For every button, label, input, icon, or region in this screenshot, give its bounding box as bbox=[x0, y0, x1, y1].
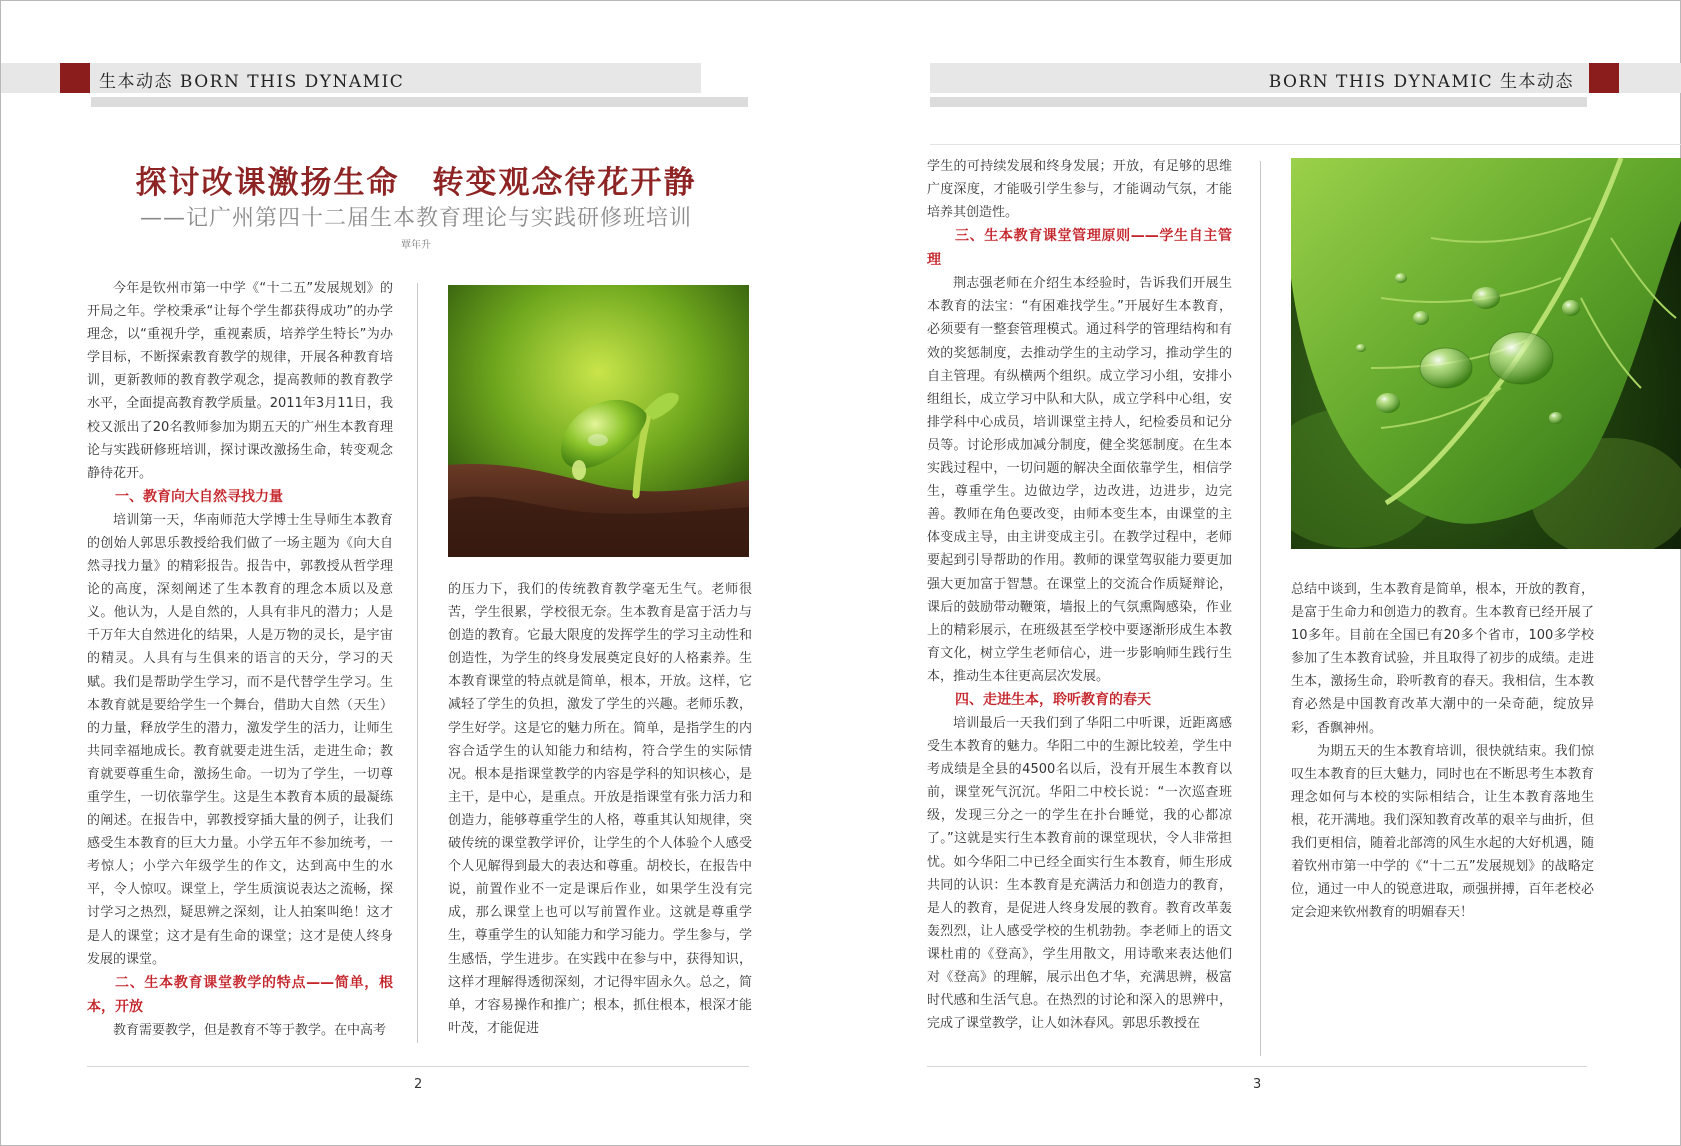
top-rule-right bbox=[930, 144, 1681, 145]
section-heading-3: 三、生本教育课堂管理原则——学生自主管理 bbox=[927, 228, 1232, 269]
seedling-photo bbox=[448, 285, 749, 557]
paragraph: 为期五天的生本教育培训，很快就结束。我们惊叹生本教育的巨大魅力，同时也在不断思考生本教育理念如何与本校的实际相结合，让生本教育落地生根，花开满地。我们深知教育改革的艰辛与曲折，但我们更相信，随着北部湾的风生水起的大好机遇，随着钦州市第一中学的《“十二五”发展规划》的战略定位，通过一中人的锐意进取，顽强拼搏，百年老校必定会迎来钦州教育的明媚春天！ bbox=[1291, 743, 1594, 921]
paragraph: 的压力下，我们的传统教育教学毫无生气。老师很苦，学生很累，学校很无奈。生本教育是富于活力与创造的教育。它最大限度的发挥学生的学习主动性和创造性，为学生的终身发展奠定良好的人格素养。生本教育课堂的特点就是简单，根本，开放。这样，它减轻了学生的负担，激发了学生的兴趣。老师乐教，学生好学。这是它的魅力所在。简单，是指学生的内容合适学生的认知能力和结构，符合学生的实际情况。根本是指课堂教学的内容是学科的知识核心，是主干，是中心，是重点。开放是指课堂有张力活力和创造力，能够尊重学生的人格，尊重其认知规律，突破传统的课堂教学评价，让学生的个人体验个人感受个人见解得到最大的表达和尊重。胡校长，在报告中说，前置作业不一定是课后作业，如果学生没有完成，那么课堂上也可以写前置作业。这就是尊重学生，尊重学生的认知能力和学习能力。学生参与，学生感悟，学生进步。在实践中在参与中，获得知识，这样才理解得透彻深刻，才记得牢固永久。总之，简单，才容易操作和推广；根本，抓住根本，根深才能叶茂，才能促进 bbox=[448, 582, 752, 1036]
page-number-left: 2 bbox=[414, 1077, 423, 1092]
column-2 bbox=[448, 578, 752, 1040]
header-label-right: BORN THIS DYNAMIC 生本动态 bbox=[1268, 72, 1574, 92]
article-title: 探讨改课激扬生命 转变观念待花开静 bbox=[135, 165, 697, 201]
article-author: 覃年升 bbox=[401, 240, 431, 251]
column-3 bbox=[927, 155, 1232, 1035]
header-label-left: 生本动态 BORN THIS DYNAMIC bbox=[99, 72, 405, 92]
header-rule-right bbox=[930, 97, 1587, 107]
column-4 bbox=[1291, 578, 1594, 924]
paragraph: 总结中谈到，生本教育是简单，根本，开放的教育，是富于生命力和创造力的教育。生本教育已经开展了10多年。目前在全国已有20多个省市，100多学校参加了生本教育试验，并且取得了初步的成绩。走进生本，激扬生命，聆听教育的春天。我相信，生本教育必然是中国教育改革大潮中的一朵奇葩，绽放异彩，香飘神州。 bbox=[1291, 582, 1594, 736]
column-divider bbox=[417, 283, 418, 1043]
section-heading-2: 二、生本教育课堂教学的特点——简单，根本，开放 bbox=[87, 974, 393, 1015]
section-heading-1: 一、教育向大自然寻找力量 bbox=[115, 488, 283, 505]
leaf-photo bbox=[1291, 158, 1681, 549]
page-number-right: 3 bbox=[1253, 1077, 1262, 1092]
section-heading-4: 四、走进生本，聆听教育的春天 bbox=[955, 691, 1151, 708]
header-rule-left bbox=[91, 97, 748, 107]
paragraph: 培训最后一天我们到了华阳二中听课，近距离感受生本教育的魅力。华阳二中的生源比较差，学生中考成绩是全县的4500名以后，没有开展生本教育以前，课堂死气沉沉。华阳二中校长说：“一次巡查班级，发现三分之一的学生在扑台睡觉，我的心都凉了。”这就是实行生本教育前的课堂现状，令人非常担忧。如今华阳二中已经全面实行生本教育，师生形成共同的认识：生本教育是充满活力和创造力的教育，是人的教育，是促进人终身发展的教育。教育改革轰轰烈烈，让人感受学校的生机勃勃。李老师上的语文课杜甫的《登高》，学生用散文，用诗歌来表达他们对《登高》的理解，展示出色才华，充满思辨，极富时代感和生活气息。在热烈的讨论和深入的思辨中，完成了课堂教学，让人如沐春风。郭思乐教授在 bbox=[927, 715, 1232, 1032]
footer-rule-right bbox=[927, 1066, 1587, 1067]
header-accent-square-right bbox=[1589, 63, 1619, 93]
paragraph: 荆志强老师在介绍生本经验时，告诉我们开展生本教育的法宝：“有困难找学生。”开展好生本教育，必须要有一整套管理模式。通过科学的管理结构和有效的奖惩制度，去推动学生的主动学习，推动学生的自主管理。有纵横两个组织。成立学习小组，安排小组组长，成立学习中队和大队，成立学科中心组，安排学科中心成员，培训课堂主持人，纪检委员和记分员等。讨论形成加减分制度，健全奖惩制度。在生本实践过程中，一切问题的解决全面依靠学生，相信学生，尊重学生。边做边学，边改进，边进步，边完善。教师在角色要改变，由师本变生本，由课堂的主体变成主导，由主讲变成主引。在教学过程中，老师要起到引导帮助的作用。教师的课堂驾驭能力要更加强大更加富于智慧。在课堂上的交流合作质疑辩论，课后的鼓励带动鞭策，墙报上的气氛熏陶感染，作业上的精彩展示，在班级甚至学校中要逐渐形成生本教育文化，树立学生老师信心，进一步影响师生践行生本，推动生本往更高层次发展。 bbox=[927, 276, 1232, 684]
article-subtitle: ——记广州第四十二届生本教育理论与实践研修班培训 bbox=[139, 206, 692, 231]
footer-rule-left bbox=[87, 1066, 749, 1067]
column-divider bbox=[1260, 161, 1261, 1056]
paragraph: 学生的可持续发展和终身发展；开放，有足够的思维广度深度，才能吸引学生参与，才能调动气氛，才能培养其创造性。 bbox=[927, 159, 1232, 221]
column-1 bbox=[87, 277, 393, 1042]
paragraph: 培训第一天，华南师范大学博士生导师生本教育的创始人郭思乐教授给我们做了一场主题为《向大自然寻找力量》的精彩报告。报告中，郭教授从哲学理论的高度，深刻阐述了生本教育的理念本质以及意义。他认为，人是自然的，人具有非凡的潜力；人是千万年大自然进化的结果，人是万物的灵长，是宇宙的精灵。人具有与生俱来的语言的天分，学习的天赋。我们是帮助学生学习，而不是代替学生学习。生本教育就是要给学生一个舞台，借助大自然（天生）的力量，释放学生的潜力，激发学生的活力，让师生共同幸福地成长。教育就要走进生活，走进生命；教育就要尊重生命，激扬生命。一切为了学生，一切尊重学生，一切依靠学生。这是生本教育本质的最凝练的阐述。在报告中，郭教授穿插大量的例子，让我们感受生本教育的巨大力量。小学五年不参加统考，一考惊人；小学六年级学生的作文，达到高中生的水平，令人惊叹。课堂上，学生质演说表达之流畅，探讨学习之热烈，疑思辨之深刻，让人拍案叫绝！这才是人的课堂；这才是有生命的课堂；这才是使人终身发展的课堂。 bbox=[87, 512, 393, 967]
paragraph: 今年是钦州市第一中学《“十二五”发展规划》的开局之年。学校秉承“让每个学生都获得成功”的办学理念，以“重视升学，重视素质，培养学生特长”为办学目标，不断探索教育教学的规律，开展各种教育培训，更新教师的教育教学观念，提高教师的教育教学水平，全面提高教育教学质量。2011年3月11日，我校又派出了20名教师参加为期五天的广州生本教育理论与实践研修班培训，探讨课改激扬生命，转变观念静待花开。 bbox=[87, 281, 393, 481]
header-accent-square-left bbox=[60, 63, 90, 93]
paragraph: 教育需要教学，但是教育不等于教学。在中高考 bbox=[113, 1022, 387, 1038]
